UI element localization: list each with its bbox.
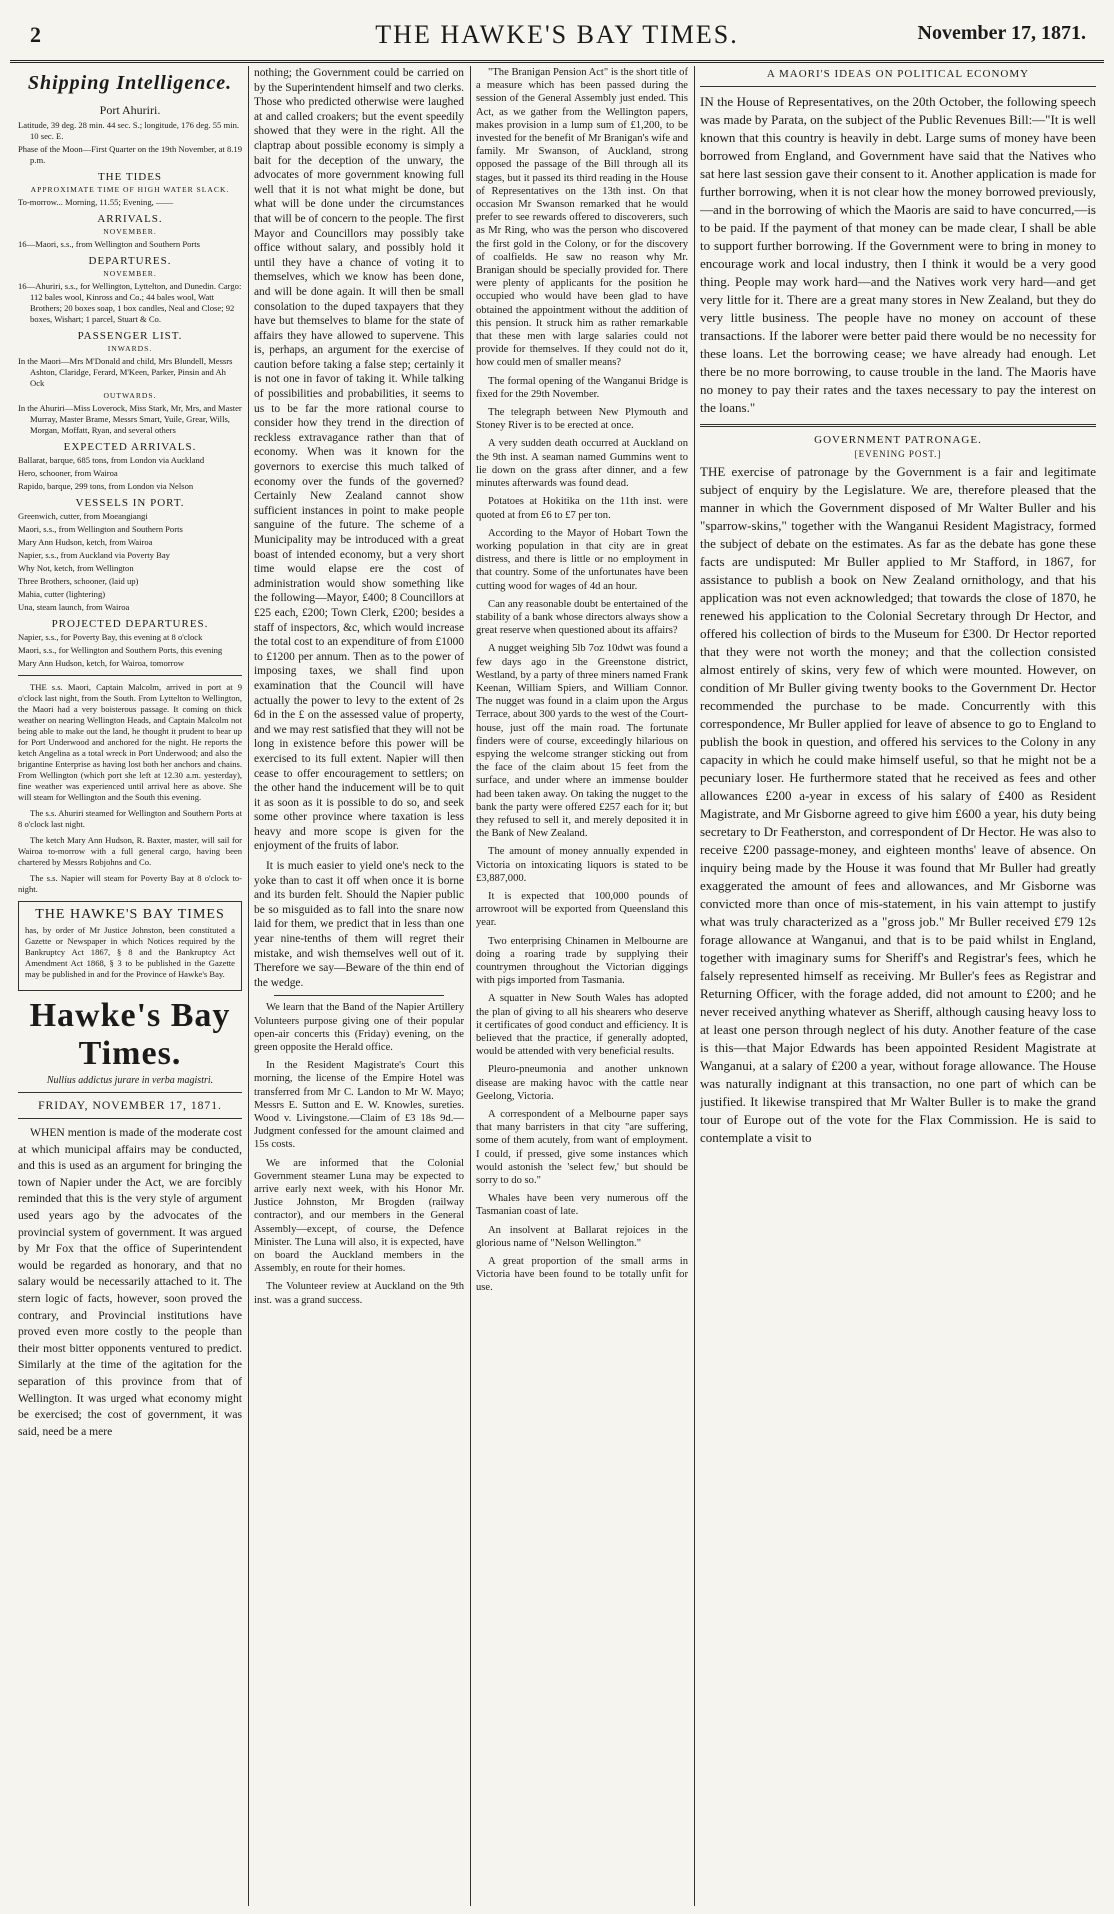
notice-text: has, by order of Mr Justice Johnston, been constituted a Gazette or Newspaper in which Notices required by the Bankruptcy Act 1867, § 8 and the Bankruptcy Act Amendment Act 1868, § 3 to be published in the Gazette may be published in and for the Province of Hawke's Bay. [25,925,235,979]
vessel-item: Maori, s.s., from Wellington and Southern Ports [18,524,183,534]
divider [18,675,242,676]
expected-heading: EXPECTED ARRIVALS. [63,441,197,453]
outwards-label: OUTWARDS. [103,391,157,400]
passenger-heading: PASSENGER LIST. [77,330,183,342]
news-item: A nugget weighing 5lb 7oz 10dwt was found a few days ago in the Greenstone district, Westland, by a party of three miners named Frank Keenan, William Spiers, and William Connor. The nugget was found in a claim upon the Argus Terrace, about 300 yards to the west of the Court-house, just off the main road. The fortunate finders were of course, exceedingly hilarious on espying the welcome stranger sticking out from the face of the claim about 15 feet from the surface, and under where an immense boulder had been taken away. On taking the nugget to the bank the party were offered £257 each for it; but they refused to sell it, and merely deposited it in the Bank of New Zealand. [476,643,688,840]
news-item: We are informed that the Colonial Government steamer Luna may be expected to arrive early next week, with his Honor Mr. Justice Johnston, Mr Brogden (railway contractor), and our members in the General Assembly—except, of course, the Defence Minister. The Luna will also, it is expected, have on board the Auckland members in the Assembly, en route for their homes. [254,1157,464,1275]
column-3 [476,66,688,1906]
shipping-news: THE s.s. Maori, Captain Malcolm, arrived in port at 9 o'clock last night, from the South. From Lyttelton to Wellington, the Maori had a very boisterous passage. It coming on thick weather on nearing Wellington Heads, and Captain Malcolm not being able to make out the land, he thought it prudent to bear up for Port Underwood and anchored for the night. He reports the ketch Angelina as a total wreck in Port Underwood; and also the brigantine Enterprise as having lost both her anchors and chains. From Wellington (which port she left at 12.30 a.m. yesterday), fine weather was experienced until arrival here as above. She will steam for Wellington and the South this evening. [18,682,242,802]
patronage-article-title: GOVERNMENT PATRONAGE. [814,434,982,446]
masthead [10,0,1104,63]
news-item: The telegraph between New Plymouth and Stoney River is to be erected at once. [476,407,688,432]
shipping-title: Shipping Intelligence. [27,72,233,94]
maori-article-title: A MAORI'S IDEAS ON POLITICAL ECONOMY [766,68,1030,80]
shipping-news: The ketch Mary Ann Hudson, R. Baxter, master, will sail for Wairoa to-morrow with a full general cargo, having been chartered by Messrs Robjohns and Co. [18,835,242,867]
vessel-item: Why Not, ketch, from Wellington [18,563,134,573]
port-name: Port Ahuriri. [99,103,161,117]
news-item: The formal opening of the Wanganui Bridge is fixed for the 29th November. [476,375,688,400]
projected-item: Napier, s.s., for Poverty Bay, this evening at 8 o'clock [18,632,203,642]
news-item: A correspondent of a Melbourne paper says that many barristers in that city "are suffering, some of them acutely, from want of employment. I could, if pressed, give some instances which would astonish the 'select few,' but should be sorry to do so." [476,1109,688,1187]
patronage-article-text: THE exercise of patronage by the Government is a fair and legitimate subject of enquiry by the Legislature. We are, therefore pleased that the manner in which the Government disposed of Mr Walter Buller and his "sparrow-skins," together with the Wanganui Resident Magistracy, formed the subject of debate on the estimates. As far as the debate has gone these facts are undisputed: Mr Buller applied to Mr Stafford, in 1867, for assistance to publish a book on New Zealand ornithology, and that his application was not even acknowledged; that towards the close of 1870, he renewed his application to the Colonial Secretary through Dr Hector, and offered his collection of birds to the Museum for £300. Dr Hector reported that they were not worth the money; and that the collection consisted almost entirely of skins, very few of which were mounted. However, on condition of Mr Buller giving twenty books to the Government Dr. Hector recommended the purchase to be made. Concurrently with this correspondence, Mr Buller applied for leave of absence to go to England to publish the book in question, and offered his services to the Colony in any capacity in which he could make himself useful, so that he might not be a pecuniary loser. He furthermore stated that he received as fees and other allowances £200 a-year in excess of his salary of £400 as Resident Magistrate, and Mr Gisborne agreed to give him £600 a year, his duty being secretary to Dr Featherston, and correspondent of Dr Hector. He was also to receive £200 passage-money, and eighteen months' leave of absence. On inquiry being made by the House it was found that Mr Buller had greatly exaggerated the amount of fees and allowances, and Mr Gisborne was convicted more than once of mis-statement, in his vain attempt to justify what was truly characterized as a "gross job." Mr Buller received £79 12s forage allowance at Wanganui, and that is to be paid whilst in England, together with imaginary sums for Sheriff's and Registrar's fees, which he falsely represented himself as receiving. Mr Buller's fees as Registrar and Returning Officer, with the forage added, did not amount to £200; and he never received anything whatever as Sheriff, although causing heavy loss to at least one person through neglect of his duty. Another feature of the case is this—that Major Edwards has been appointed Resident Magistrate at Wanganui, at a salary of £200 a year, without forage allowance. The House was naturally indignant at this transaction, no one part of which can be justified. It likewise transpired that Mr Walter Buller is to make the grand tour of Europe out of the vote for the Flax Commission. He is said to contemplate a visit to [700,464,1096,1145]
motto: Nullius addictus jurare in verba magistri. [46,1075,214,1086]
expected-item: Rapido, barque, 299 tons, from London via Nelson [18,481,194,491]
vessels-heading: VESSELS IN PORT. [75,497,185,509]
shipping-news: The s.s. Ahuriri steamed for Wellington and Southern Ports at 8 o'clock last night. [18,808,242,829]
page-number: 2 [30,22,41,47]
news-item: A very sudden death occurred at Auckland on the 9th inst. A seaman named Gummins went to lie down on the grass after dinner, and a few minutes afterwards was found dead. [476,438,688,490]
expected-item: Ballarat, barque, 685 tons, from London via Auckland [18,455,205,465]
tides-line: To-morrow... Morning, 11.55; Evening, —— [18,197,174,207]
news-item: Whales have been very numerous off the Tasmanian coast of late. [476,1193,688,1218]
inwards-label: INWARDS. [107,344,153,353]
inwards-list: In the Maori—Mrs M'Donald and child, Mrs Blundell, Messrs Ashton, Claridge, Ferard, M'Keen, Parker, Pinsin and Ah Ock [18,356,233,388]
vessel-item: Napier, s.s., from Auckland via Poverty Bay [18,550,170,560]
expected-item: Hero, schooner, from Wairoa [18,468,118,478]
tides-subheading: APPROXIMATE TIME OF HIGH WATER SLACK. [30,185,230,194]
news-item: An insolvent at Ballarat rejoices in the glorious name of "Nelson Wellington." [476,1224,688,1249]
divider [274,995,444,996]
maori-article-text: IN the House of Representatives, on the 20th October, the following speech was made by Parata, on the subject of the Public Revenues Bill:—"It is well known that this country is heavily in debt. Large sums of money have been borrowed from England, and Government have said that the Natives who sat here last session gave their consent to it. Another application is made for further borrowing, when it is not clear how the money borrowed previously,—and in the borrowing of which the Maoris are said to have concurred,—is to be paid. If the payment of that money can be made clear, I shall be able to support further borrowing. If the Government were to bring in money to encourage work and local industry, then I think it would be a very good thing. People may work hard—and the Natives work very hard—and get very little for it. There are a great many stores in New Zealand, but they do very little business. The people have no money on account of these transactions. If the laborer were better paid there would be no necessity for these loans. Let the borrowing cease; we have already had enough. Let there be no more borrowing, to cause trouble in the land. The Maoris have no money to pay their rates and the taxes necessary to pay the interest on the loans." [700,94,1096,415]
departures-heading: DEPARTURES. [88,255,172,267]
newspaper-title: THE HAWKE'S BAY TIMES. [375,20,739,49]
news-item: Pleuro-pneumonia and another unknown disease are making havoc with the cattle near Geelong, Victoria. [476,1064,688,1102]
news-item: A great proportion of the small arms in Victoria have been found to be totally unfit for use. [476,1256,688,1294]
columns [10,66,1104,1906]
projected-item: Mary Ann Hudson, ketch, for Wairoa, tomorrow [18,658,184,668]
newspaper-name-banner: Hawke's Bay Times. [29,997,231,1072]
news-item: We learn that the Band of the Napier Artillery Volunteers purpose giving one of their popular open-air concerts this (Friday) evening, on the green opposite the Herald office. [254,1002,464,1054]
dateline: FRIDAY, NOVEMBER 17, 1871. [38,1099,222,1112]
shipping-news: The s.s. Napier will steam for Poverty Bay at 8 o'clock to-night. [18,873,242,894]
news-item: According to the Mayor of Hobart Town the working population in that city are in great distress, and there is little or no employment in that country. Some of the unfortunates have been cutting wood for wages of 4d an hour. [476,527,688,592]
issue-date: November 17, 1871. [917,22,1086,44]
column-rule [248,66,249,1906]
column-2 [254,66,464,1906]
leader-continued: nothing; the Government could be carried on by the Superintendent himself and two clerks. Those who predicted otherwise were laughed at and called croakers; but the event speedily showed that they were in the right. All the claptrap about possible economy is simply a bait for the deception of the unwary, the advocates of more government knowing full well that it is not what might be done, but what will be done under the circumstances that will be of concern to the people. The first Mayor and Councillors may possibly take office without salary, and possibly hold it until they have a chance of voting it to themselves, which we know has been done, and will be done again. It will then be small consolation to the duped taxpayers that they have but themselves to blame for the state of affairs they have allowed to supervene. This is, perhaps, an argument for the exercise of caution before taking a false step; certainly it is not one in favor of taking it. While talking of possibilities and probabilities, it seems to us to be far the more rational course to consider how they trend in the direction of reckless extravagance rather than that of economy. When was it known for the governors to exercise this much talked of economy over the funds of the governed? Certainly New Zealand cannot show sufficient instances in point to make people sanguine of the future. The scheme of a Municipality may be introduced with a great boast of intended economy, but a very short time would elapse ere the cost of administration would show something like the following—Mayor, £400; 8 Councillors at £25 each, £200; Town Clerk, £200; besides a staff of inspectors, &c, which would increase the total cost to an expenditure of from £1000 to £1200 per annum. Then as to the power of imposing taxes, we shall find upon examination that the Council will have actually the power to levy to the extent of 2s 6d in the £ on the assessed value of property, and we may rest satisfied that they will not be long in existence before this power will be exercised to its full extent. Napier will then cease to offer encouragement to settlers; on the other hand the inducement will be to quit it as soon as it is possible to do so, and seek some other province where taxation is less heavy and more scope is given for the enjoyment of the fruits of labor. [254,67,464,853]
column-4 [700,66,1096,1906]
patronage-source: [EVENING POST.] [854,449,942,459]
divider [18,1118,242,1119]
vessel-item: Una, steam launch, from Wairoa [18,602,130,612]
vessel-item: Mary Ann Hudson, ketch, from Wairoa [18,537,153,547]
leader-text: WHEN mention is made of the moderate cost at which municipal affairs may be conducted, and this is used as an argument for bringing the town of Napier under the Act, we are forcibly reminded that this is the very style of argument used years ago by the advocates of the provincial system of government. It was argued by Mr Fox that the office of Superintendent would be regarded as honorary, and that no salary would be necessarily attached to it. The stern logic of facts, however, soon proved the contrary, and Provincial institutions have proved even more costly to the people than their most bitter opponents ventured to predict. Similarly at the time of the agitation for the separation of this province from that of Wellington. It was urged what economy might be exercised; the cost of government, it was said, need be a mere [18,1126,242,1438]
news-item: The Volunteer review at Auckland on the 9th inst. was a grand success. [254,1281,464,1306]
notice-title: THE HAWKE'S BAY TIMES [35,907,225,922]
news-item: Two enterprising Chinamen in Melbourne are doing a roaring trade by supplying their countrymen throughout the Victorian diggings with pigs imported from Tasmania. [476,935,688,987]
column-rule [470,66,471,1906]
news-item: "The Branigan Pension Act" is the short title of a measure which has been passed during the session of the General Assembly just ended. This Act, as we gather from the Wellington papers, makes provision in a lump sum of £1,200, to be invested for the benefit of Mr Branigan's wife and family. Mr Swanson, of Auckland, strong opposed the passage of the Bill through all its stages, but it passed its third reading in the House of Representatives on the 13th inst. On that occasion Mr Swanson remarked that he would prefer to see rewards offered to discoverers, such as Mr Ring, who was the person who discovered the first gold in the Colony, or for the discovery of coalfields. He saw no reason why Mr. Branigan should be specially provided for. There were plenty of applicants for the position he occupied who would have been glad to have obtained the appointment without the addition of this pension. It struck him as rather remarkable that these men with large salaries could not provide for themselves. If they could not do it, how could men of smaller means? [476,67,688,369]
news-item: In the Resident Magistrate's Court this morning, the license of the Empire Hotel was transferred from Mr C. Landon to Mr W. Mayo; Messrs E. Sutton and E. W. Knowles, sureties. Wood v. Livingstone.—Claim of £3 18s 9d.—Judgment confessed for the amount claimed and 15s costs. [254,1060,464,1151]
column-1 [18,66,242,1906]
news-item: A squatter in New South Wales has adopted the plan of giving to all his shearers who deserve it certificates of good conduct and efficiency. It is believed that the practice, if generally adopted, would be attended with very beneficial results. [476,993,688,1058]
news-item: The amount of money annually expended in Victoria on intoxicating liquors is stated to be £3,887,000. [476,846,688,884]
divider [18,1092,242,1093]
vessel-item: Greenwich, cutter, from Moeangiangi [18,511,148,521]
outwards-list: In the Ahuriri—Miss Loverock, Miss Stark, Mr, Mrs, and Master Murray, Master Brame, Messrs Smart, Yuile, Grear, Wills, Morgan, Moffatt, Ryan, and several others [18,403,242,435]
projected-heading: PROJECTED DEPARTURES. [51,618,209,630]
vessel-item: Three Brothers, schooner, (laid up) [18,576,139,586]
news-item: Potatoes at Hokitika on the 11th inst. were quoted at from £6 to £7 per ton. [476,496,688,521]
column-rule [694,66,695,1906]
latitude-line: Latitude, 39 deg. 28 min. 44 sec. S.; longitude, 176 deg. 55 min. 10 sec. E. [18,120,240,141]
departures-month: NOVEMBER. [103,269,157,278]
divider [700,424,1096,427]
news-item: It is expected that 100,000 pounds of arrowroot will be exported from Queensland this year. [476,890,688,929]
projected-item: Maori, s.s., for Wellington and Southern Ports, this evening [18,645,223,655]
divider [700,86,1096,87]
news-item: Can any reasonable doubt be entertained of the stability of a bank whose directors always show a great reserve when questioned about its affairs? [476,598,688,637]
gazette-notice [18,901,242,991]
vessel-item: Mahia, cutter (lightering) [18,589,106,599]
departure-item: 16—Ahuriri, s.s., for Wellington, Lyttelton, and Dunedin. Cargo: 112 bales wool, Kinross and Co.; 44 bales wool, Watt Brothers; 20 boxes soap, 1 box candles, Neal and Close; 92 boxes, Wishart; 1 parcel, Stuart & Co. [18,281,242,324]
arrivals-heading: ARRIVALS. [97,213,163,225]
leader-continued: It is much easier to yield one's neck to the yoke than to cast it off when once it is borne and its burden felt. Should the Napier public be so misguided as to fall into the snare now laid for them, we predict that in less than one year nine-tenths of them will regret their mistake, and wish themselves well out of it. Therefore we say—Beware of the thin end of the wedge. [254,860,464,989]
moon-phase: Phase of the Moon—First Quarter on the 19th November, at 8.19 p.m. [18,144,242,165]
tides-heading: THE TIDES [97,171,163,183]
arrivals-month: NOVEMBER. [103,227,157,236]
arrival-item: 16—Maori, s.s., from Wellington and Southern Ports [18,239,200,249]
